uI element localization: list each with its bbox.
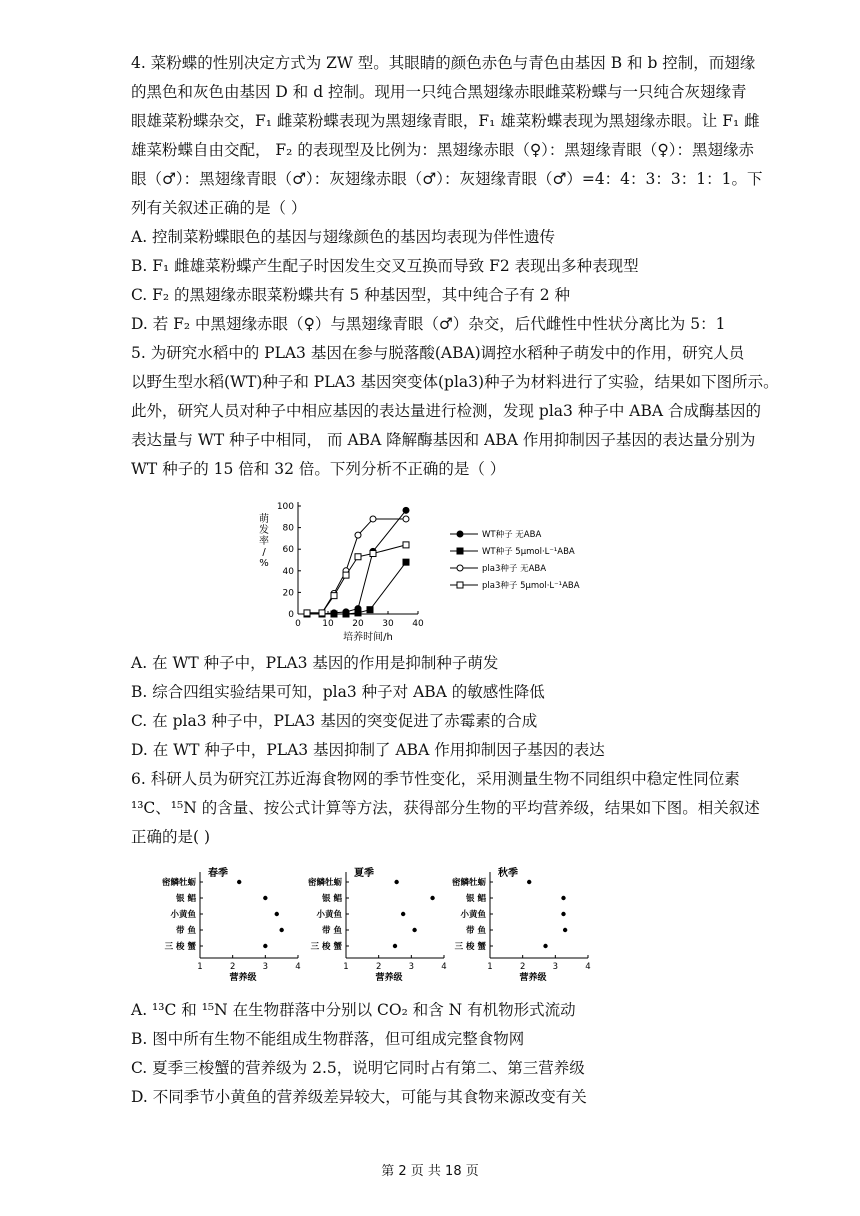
category-label: 带 鱼 — [322, 926, 342, 936]
x-tick-label: 2 — [519, 962, 526, 972]
data-point — [394, 880, 398, 884]
category-label: 三 梭 蟹 — [164, 942, 196, 952]
data-point — [412, 928, 416, 932]
legend-label: pla3种子 无ABA — [482, 564, 547, 574]
q4-line: 雄菜粉蝶自由交配， F₂ 的表现型及比例为：黑翅缘赤眼（♀）：黑翅缘青眼（♀）：黑翅缘赤 — [131, 141, 754, 159]
q4-option-b: B. F₁ 雌雄菜粉蝶产生配子时因发生交叉互换而导致 F2 表现出多种表现型 — [131, 257, 639, 275]
x-tick-label: 40 — [412, 619, 424, 629]
y-axis-label-char: / — [262, 547, 266, 558]
data-point — [403, 542, 409, 548]
data-point — [403, 516, 409, 522]
x-tick-label: 1 — [343, 962, 349, 972]
category-label: 三 梭 蟹 — [310, 942, 342, 952]
category-label: 密鳞牡蛎 — [161, 878, 196, 888]
data-point — [527, 880, 531, 884]
legend-marker — [457, 548, 463, 554]
q6-options — [131, 996, 731, 1112]
y-axis-label-char: 发 — [259, 525, 269, 536]
q5-line: 5. 为研究水稻中的 PLA3 基因在参与脱落酸(ABA)调控水稻种子萌发中的作用，研究人员 — [131, 344, 745, 362]
page-footer: 第 2 页 共 18 页 — [381, 1164, 479, 1179]
legend-label: WT种子 无ABA — [482, 530, 542, 540]
y-axis-label-char: % — [259, 558, 269, 569]
x-tick-label: 3 — [552, 962, 559, 972]
q6-option-c: C. 夏季三梭蟹的营养级为 2.5，说明它同时占有第二、第三营养级 — [131, 1059, 585, 1077]
category-label: 密鳞牡蛎 — [307, 878, 342, 888]
x-tick-label: 4 — [441, 962, 447, 972]
legend-label: WT种子 5μmol·L⁻¹ABA — [482, 547, 575, 557]
q4-option-a: A. 控制菜粉蝶眼色的基因与翅缘颜色的基因均表现为伴性遗传 — [131, 228, 556, 246]
q5-option-a: A. 在 WT 种子中，PLA3 基因的作用是抑制种子萌发 — [131, 654, 499, 672]
q5-options — [131, 649, 760, 852]
data-point — [561, 896, 565, 900]
data-point — [279, 928, 283, 932]
data-point — [263, 944, 267, 948]
data-point — [563, 928, 567, 932]
chart-title: 春季 — [208, 868, 228, 879]
data-point — [237, 880, 241, 884]
data-point — [403, 559, 409, 565]
data-point — [355, 610, 361, 616]
y-axis-label-char: 率 — [259, 536, 269, 547]
q6-line: 正确的是( ) — [131, 828, 211, 846]
data-point — [401, 912, 405, 916]
x-tick-label: 3 — [262, 962, 269, 972]
category-label: 银 鲳 — [322, 894, 342, 904]
x-tick-label: 10 — [322, 619, 334, 629]
legend-marker — [457, 565, 463, 571]
data-point — [343, 572, 349, 578]
category-label: 三 梭 蟹 — [454, 942, 486, 952]
y-tick-label: 40 — [282, 566, 294, 577]
series-line — [307, 510, 406, 614]
x-tick-label: 1 — [197, 962, 203, 972]
data-point — [263, 896, 267, 900]
q6-option-d: D. 不同季节小黄鱼的营养级差异较大，可能与其食物来源改变有关 — [131, 1088, 587, 1106]
trophic-level-charts — [130, 858, 640, 988]
x-tick-label: 4 — [295, 962, 301, 972]
data-point — [355, 532, 361, 538]
category-label: 银 鲳 — [466, 894, 486, 904]
x-axis-label: 营养级 — [519, 973, 547, 983]
data-point — [403, 507, 409, 513]
category-label: 小黄鱼 — [460, 910, 486, 920]
x-axis-label: 培养时间/h — [343, 632, 393, 643]
y-tick-label: 0 — [288, 610, 294, 620]
data-point — [543, 944, 547, 948]
data-point — [331, 611, 337, 617]
y-tick-label: 60 — [282, 545, 294, 556]
data-point — [430, 896, 434, 900]
data-point — [393, 944, 397, 948]
question-4 — [131, 49, 763, 339]
x-axis-label: 营养级 — [375, 973, 403, 983]
q4-line: 的黑色和灰色由基因 D 和 d 控制。现用一只纯合黑翅缘赤眼雌菜粉蝶与一只纯合灰翅缘青 — [131, 83, 747, 101]
chart-title: 夏季 — [354, 868, 374, 879]
category-label: 小黄鱼 — [316, 910, 342, 920]
x-tick-label: 0 — [295, 619, 301, 629]
q4-option-c: C. F₂ 的黑翅缘赤眼菜粉蝶共有 5 种基因型，其中纯合子有 2 种 — [131, 286, 570, 304]
q5-line: 表达量与 WT 种子中相同， 而 ABA 降解酶基因和 ABA 作用抑制因子基因的表达量分别为 — [131, 431, 756, 449]
y-tick-label: 100 — [276, 502, 294, 512]
x-axis-label: 营养级 — [229, 973, 257, 983]
legend-marker — [457, 582, 463, 588]
y-tick-label: 20 — [282, 588, 294, 599]
category-label: 带 鱼 — [466, 926, 486, 936]
category-label: 带 鱼 — [176, 926, 196, 936]
x-tick-label: 1 — [487, 962, 493, 972]
germination-chart — [250, 494, 620, 644]
q6-option-b: B. 图中所有生物不能组成生物群落，但可组成完整食物网 — [131, 1030, 525, 1048]
category-label: 银 鲳 — [176, 894, 196, 904]
chart-title: 秋季 — [498, 868, 518, 879]
data-point — [370, 551, 376, 557]
x-tick-label: 2 — [375, 962, 382, 972]
q6-line: 6. 科研人员为研究江苏近海食物网的季节性变化，采用测量生物不同组织中稳定性同位素 — [131, 770, 740, 788]
q4-option-d: D. 若 F₂ 中黑翅缘赤眼（♀）与黑翅缘青眼（♂）杂交，后代雌性中性状分离比为 5：1 — [131, 315, 726, 333]
category-label: 小黄鱼 — [170, 910, 196, 920]
x-tick-label: 2 — [229, 962, 236, 972]
q5-line: 此外，研究人员对种子中相应基因的表达量进行检测，发现 pla3 种子中 ABA 合成酶基因的 — [131, 402, 761, 420]
data-point — [370, 516, 376, 522]
q4-line: 眼雄菜粉蝶杂交，F₁ 雌菜粉蝶表现为黑翅缘青眼，F₁ 雄菜粉蝶表现为黑翅缘赤眼。让 F₁ 雌 — [131, 112, 760, 130]
data-point — [275, 912, 279, 916]
data-point — [343, 611, 349, 617]
category-label: 密鳞牡蛎 — [451, 878, 486, 888]
question-5 — [131, 339, 779, 484]
x-tick-label: 4 — [585, 962, 591, 972]
q4-line: 4. 菜粉蝶的性别决定方式为 ZW 型。其眼睛的颜色赤色与青色由基因 B 和 b 控制，而翅缘 — [131, 54, 756, 72]
x-tick-label: 30 — [382, 619, 394, 629]
legend-marker — [457, 531, 463, 537]
data-point — [367, 607, 373, 613]
q5-line: 以野生型水稻(WT)种子和 PLA3 基因突变体(pla3)种子为材料进行了实验，结果如下图所示。 — [131, 373, 779, 391]
y-tick-label: 80 — [282, 523, 294, 534]
data-point — [319, 610, 325, 616]
x-tick-label: 3 — [408, 962, 415, 972]
q6-line: ¹³C、¹⁵N 的含量、按公式计算等方法，获得部分生物的平均营养级，结果如下图。相关叙述 — [131, 799, 760, 817]
legend-label: pla3种子 5μmol·L⁻¹ABA — [482, 581, 580, 591]
data-point — [355, 554, 361, 560]
data-point — [304, 610, 310, 616]
q4-line: 眼（♂）：黑翅缘青眼（♂）：灰翅缘赤眼（♂）：灰翅缘青眼（♂）=4：4：3：3：1：1。下 — [131, 170, 763, 188]
x-tick-label: 20 — [352, 619, 364, 629]
q5-option-d: D. 在 WT 种子中，PLA3 基因抑制了 ABA 作用抑制因子基因的表达 — [131, 741, 605, 759]
q6-option-a: A. ¹³C 和 ¹⁵N 在生物群落中分别以 CO₂ 和含 N 有机物形式流动 — [131, 1001, 576, 1019]
q4-line: 列有关叙述正确的是（ ） — [131, 199, 307, 217]
q5-line: WT 种子的 15 倍和 32 倍。下列分析不正确的是（ ） — [131, 460, 506, 478]
q5-option-b: B. 综合四组实验结果可知，pla3 种子对 ABA 的敏感性降低 — [131, 683, 545, 701]
y-axis-label-char: 萌 — [259, 514, 269, 525]
data-point — [331, 593, 337, 599]
data-point — [561, 912, 565, 916]
q5-option-c: C. 在 pla3 种子中，PLA3 基因的突变促进了赤霉素的合成 — [131, 712, 538, 730]
